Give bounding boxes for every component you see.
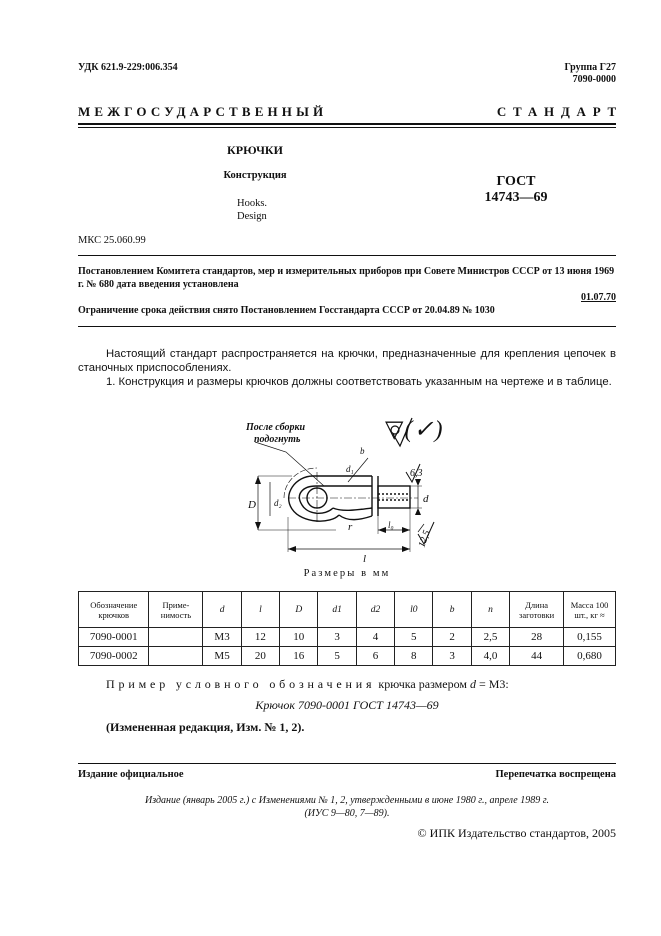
cell-blank-length: 44 [510, 647, 564, 666]
th-d2: d2 [356, 592, 394, 628]
title-en-2: Design [237, 211, 267, 222]
table-row [79, 647, 616, 666]
cell-b: 2 [433, 628, 471, 647]
cell-l0: 8 [395, 647, 433, 666]
table-row [79, 628, 616, 647]
cell-d: M5 [203, 647, 241, 666]
cell-d1: 5 [318, 647, 356, 666]
doc-title: КРЮЧКИ [227, 143, 283, 157]
label-l: l [363, 553, 367, 565]
th-mass: Масса 100 шт., кг ≈ [564, 592, 616, 628]
th-l: l [241, 592, 279, 628]
th-b: b [433, 592, 471, 628]
reprint-notice: Перепечатка воспрещена [495, 769, 616, 780]
cell-n: 4,0 [471, 647, 509, 666]
example-text: крючка размером [378, 677, 467, 691]
hook-outer-contour [289, 476, 372, 521]
cell-applicability [149, 628, 203, 647]
th-applicability: Приме-нимость [149, 592, 203, 628]
cell-l: 12 [241, 628, 279, 647]
th-d1: d1 [318, 592, 356, 628]
example-var: d [469, 677, 476, 691]
doc-code: 7090-0000 [572, 74, 616, 85]
th-D: D [280, 592, 318, 628]
rule-after-limitation [78, 326, 616, 327]
roughness-symbol: ▽(✓) [385, 417, 444, 443]
mks-code: МКС 25.060.99 [78, 235, 146, 246]
gost-label: ГОСТ [496, 174, 536, 189]
cell-l: 20 [241, 647, 279, 666]
th-blank-length: Длина заготовки [510, 592, 564, 628]
standard-word-1: МЕЖГОСУДАРСТВЕННЫЙ [78, 104, 328, 119]
banner-rule-top [78, 123, 616, 125]
label-d1: d₁ [346, 464, 354, 474]
cell-D: 16 [280, 647, 318, 666]
cell-l0: 5 [395, 628, 433, 647]
th-designation: Обозначение крючков [79, 592, 149, 628]
cell-mass: 0,155 [564, 628, 616, 647]
note-line-2: подогнуть [254, 434, 301, 445]
footer-rule [78, 763, 616, 764]
official-edition: Издание официальное [78, 769, 184, 780]
resolution-text: Постановлением Комитета стандартов, мер и измерительных приборов при Совете Министров СССР от 13 июня 1969 г. № 680 дата введения установлена [78, 266, 615, 290]
th-l0: l0 [395, 592, 433, 628]
title-en-1: Hooks. [237, 198, 268, 209]
paragraph-scope: Настоящий стандарт распространяется на крючки, предназначенные для крепления цепочек в станочных приспособлениях. [78, 348, 616, 374]
intro-date: 01.07.70 [581, 292, 616, 303]
gost-digits: 14743—69 [484, 190, 548, 205]
body-text [78, 347, 616, 389]
label-6-3: 6,3 [410, 468, 423, 479]
gost-number [470, 174, 562, 206]
label-r: r [348, 521, 353, 533]
doc-subtitle: Конструкция [223, 170, 287, 181]
edition-line-2: (ИУС 9—80, 7—89). [304, 808, 390, 819]
note-line-1: После сборки [246, 422, 306, 433]
edition-line-1: Издание (январь 2005 г.) с Изменениями № 1, 2, утвержденными в июне 1980 г., апреле 1989 г. [144, 795, 550, 806]
group-code: Группа Г27 [564, 62, 616, 73]
label-d2: d₂ [274, 498, 282, 508]
edition-info [78, 794, 616, 820]
copyright: © ИПК Издательство стандартов, 2005 [417, 826, 616, 840]
label-l0: l₀ [388, 520, 394, 530]
cell-designation: 7090-0002 [79, 647, 149, 666]
cell-d: M3 [203, 628, 241, 647]
limitation-text: Ограничение срока действия снято Постановлением Госстандарта СССР от 20.04.89 № 1030 [78, 305, 495, 316]
revision-note: (Измененная редакция, Изм. № 1, 2). [106, 720, 305, 734]
dimensions-table [78, 591, 616, 666]
threaded-end [378, 486, 410, 508]
paragraph-1: 1. Конструкция и размеры крючков должны соответствовать указанным на чертеже и в таблице. [106, 376, 612, 388]
example-lead: Пример условного обозначения [106, 677, 376, 691]
example-designation: Крючок 7090-0001 ГОСТ 14743—69 [255, 698, 439, 712]
cell-blank-length: 28 [510, 628, 564, 647]
label-b: b [360, 446, 365, 456]
rule-after-mks [78, 255, 616, 256]
example-line [106, 677, 509, 692]
th-d: d [203, 592, 241, 628]
cell-designation: 7090-0001 [79, 628, 149, 647]
example-value: = M3: [478, 677, 509, 691]
cell-d2: 4 [356, 628, 394, 647]
banner-rule-bottom [78, 127, 616, 128]
cell-d1: 3 [318, 628, 356, 647]
table-header-row [79, 592, 616, 628]
th-n: n [471, 592, 509, 628]
cell-b: 3 [433, 647, 471, 666]
cell-n: 2,5 [471, 628, 509, 647]
udk-code: УДК 621.9-229:006.354 [78, 62, 178, 73]
label-D: D [248, 499, 256, 511]
label-12-5: 12,5 [416, 528, 433, 550]
cell-d2: 6 [356, 647, 394, 666]
label-d: d [423, 493, 429, 505]
standard-banner [78, 104, 623, 120]
cell-D: 10 [280, 628, 318, 647]
standard-word-2: СТАНДАРТ [496, 104, 623, 119]
cell-applicability [149, 647, 203, 666]
cell-mass: 0,680 [564, 647, 616, 666]
table-caption: Размеры в мм [303, 568, 391, 579]
